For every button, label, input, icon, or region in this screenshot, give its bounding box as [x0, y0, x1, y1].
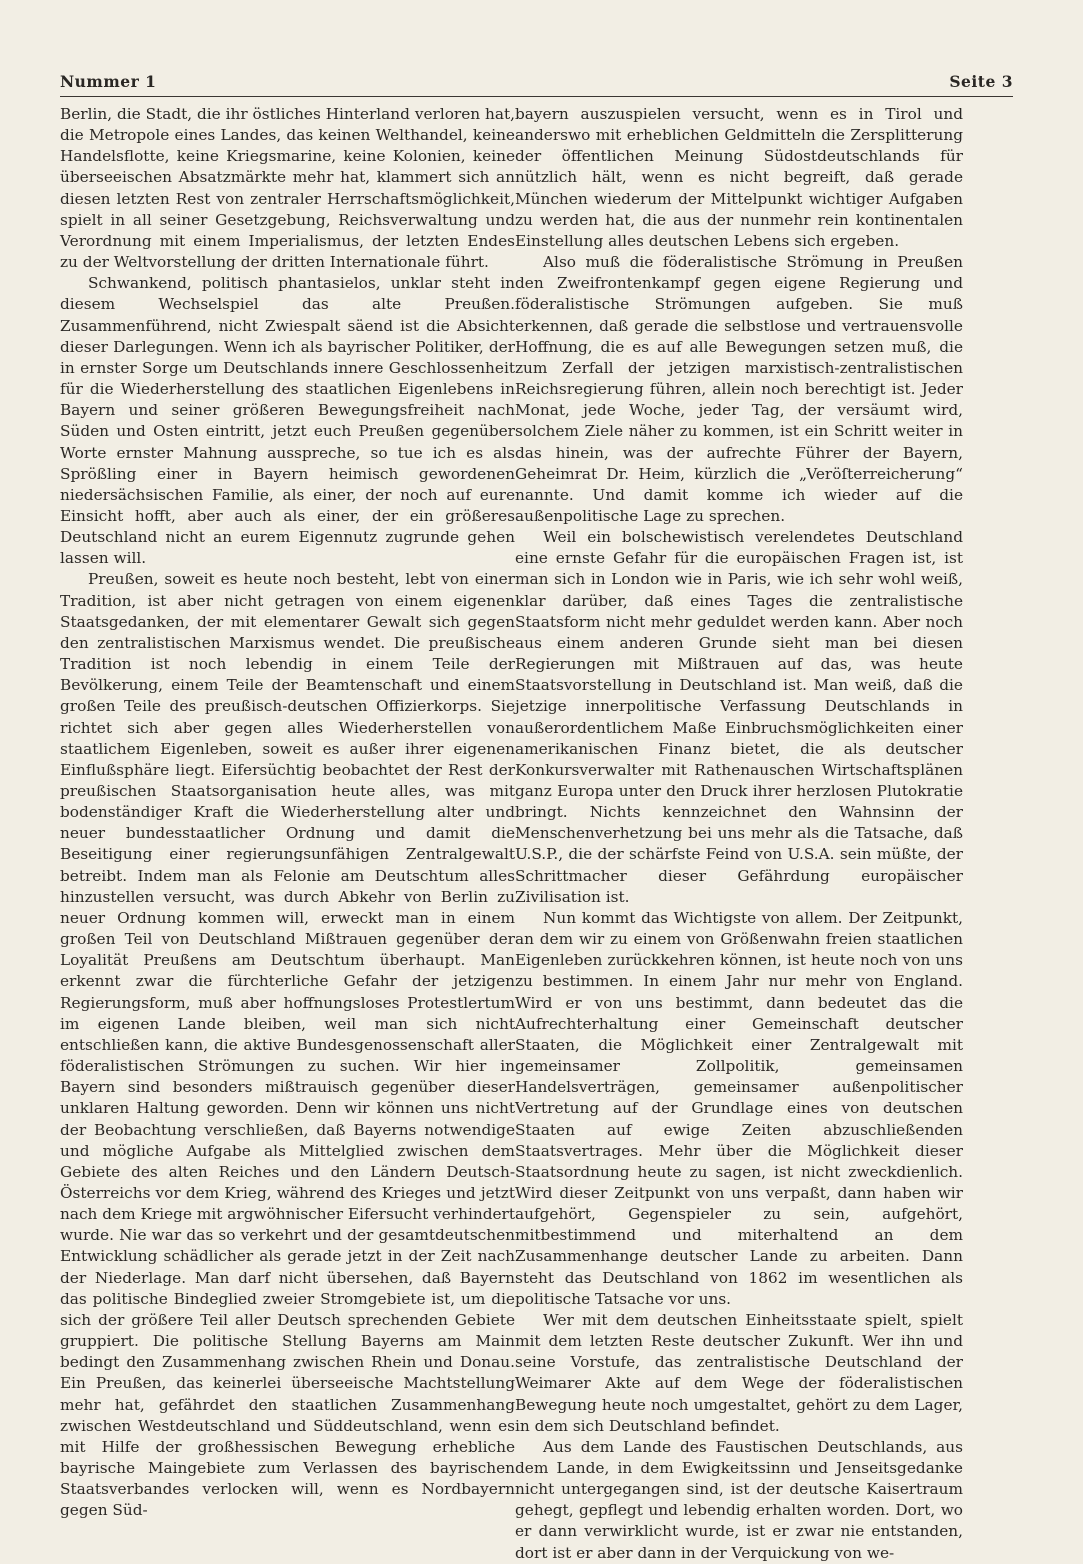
issue-number: Nummer 1	[60, 72, 157, 91]
paragraph: Schwankend, politisch phantasielos, unklar steht in diesem Wechselspiel das alte Preußen. Zusammenführend, nicht Zwiespalt säend ist die Absicht dieser Darlegungen. Wenn ich als bayrischer Politiker, der in ernster Sorge um Deutschlands innere Geschlossenheit für die Wiederherstellung des staatlichen Eigenlebens in Bayern und seiner größeren Bewegungsfreiheit nach Süden und Osten eintritt, jetzt euch Preußen gegenüber Worte ernster Mahnung ausspreche, so tue ich es als Sprößling einer in Bayern heimisch gewordenen niedersächsischen Familie, als einer, der noch auf eure Einsicht hofft, aber auch als einer, der ein größeres Deutschland nicht an eurem Eigennutz zugrunde gehen lassen will.	[60, 274, 515, 568]
page-header	[60, 72, 1013, 98]
left-column	[60, 104, 515, 1521]
paragraph: Berlin, die Stadt, die ihr östliches Hinterland verloren hat, die Metropole eines Landes, das keinen Welthandel, keine Handelsflotte, keine Kriegsmarine, keine Kolonien, keine überseeischen Absatzmärkte mehr hat, klammert sich an diesen letzten Rest von zentraler Herrschaftsmöglichkeit, spielt in all seiner Gesetzgebung, Reichsverwaltung und Verordnung mit einem Imperialismus, der letzten Endes zu der Weltvorstellung der dritten Internationale führt.	[60, 105, 515, 272]
paragraph: Weil ein bolschewistisch verelendetes Deutschland eine ernste Gefahr für die europäischen Fragen ist, ist man sich in London wie in Paris, wie ich sehr wohl weiß, klar darüber, daß eines Tages die zentralistische Staatsform nicht mehr geduldet werden kann. Aber noch aus einem anderen Grunde sieht man bei diesen Regierungen mit Mißtrauen auf das, was heute Staatsvorstellung in Deutschland ist. Man weiß, daß die jetzige innerpolitische Verfassung Deutschlands in außerordentlichem Maße Einbruchsmöglichkeiten einer amerikanischen Finanz bietet, die als deutscher Konkursverwalter mit Rathenauschen Wirtschaftsplänen ganz Europa unter den Druck ihrer herzlosen Plutokratie bringt. Nichts kennzeichnet den Wahnsinn der Menschenverhetzung bei uns mehr als die Tatsache, daß U.S.P., die der schärfste Feind von U.S.A. sein müßte, der Schrittmacher dieser Gefährdung europäischer Zivilisation ist.	[515, 528, 963, 906]
paragraph: bayern auszuspielen versucht, wenn es in Tirol und anderswo mit erheblichen Geldmitteln die Zersplitterung der öffentlichen Meinung Südostdeutschlands für nützlich hält, wenn es nicht begreift, daß gerade München wiederum der Mittelpunkt wichtiger Aufgaben zu werden hat, die aus der nunmehr rein kontinentalen Einstellung alles deutschen Lebens sich ergeben.	[515, 105, 963, 250]
paragraph: Aus dem Lande des Faustischen Deutschlands, aus dem Lande, in dem Ewigkeitssinn und Jenseitsgedanke nicht untergegangen sind, ist der deutsche Kaisertraum gehegt, gepflegt und lebendig erhalten worden. Dort, wo er dann verwirklicht wurde, ist er zwar nie entstanden, dort ist er aber dann in der Verquickung von we-	[515, 1437, 963, 1562]
paragraph: Wer mit dem deutschen Einheitsstaate spielt, spielt mit dem letzten Reste deutscher Zukunft. Wer ihn und seine Vorstufe, das zentralistische Deutschland der Weimarer Akte auf dem Wege der föderalistischen Bewegung heute noch umgestaltet, gehört zu dem Lager, in dem sich Deutschland befindet.	[515, 1310, 963, 1435]
paragraph: Preußen, soweit es heute noch besteht, lebt von einer Tradition, ist aber nicht getragen von einem eigenen Staatsgedanken, der mit elementarer Gewalt sich gegen den zentralistischen Marxismus wendet. Die preußische Tradition ist noch lebendig in einem Teile der Bevölkerung, einem Teile der Beamtenschaft und einem großen Teile des preußisch-deutschen Offizierkorps. Sie richtet sich aber gegen alles Wiederherstellen von staatlichem Eigenleben, soweit es außer ihrer eigenen Einflußsphäre liegt. Eifersüchtig beobachtet der Rest der preußischen Staatsorganisation heute alles, was mit bodenständiger Kraft die Wiederherstellung alter und neuer bundesstaatlicher Ordnung und damit die Beseitigung einer regierungsunfähigen Zentralgewalt betreibt. Indem man als Felonie am Deutschtum alles hinzustellen versucht, was durch Abkehr von Berlin zu neuer Ordnung kommen will, erweckt man in einem großen Teil von Deutschland Mißtrauen gegenüber der Loyalität Preußens am Deutschtum überhaupt. Man erkennt zwar die fürchterliche Gefahr der jetzigen Regierungsform, muß aber hoffnungsloses Protestlertum im eigenen Lande bleiben, weil man sich nicht entschließen kann, die aktive Bundesgenossenschaft aller föderalistischen Strömungen zu suchen. Wir hier in Bayern sind besonders mißtrauisch gegenüber dieser unklaren Haltung geworden. Denn wir können uns nicht der Beobachtung verschließen, daß Bayerns notwendige und mögliche Aufgabe als Mittelglied zwischen dem Gebiete des alten Reiches und den Ländern Deutsch-Österreichs vor dem Krieg, während des Krieges und jetzt nach dem Kriege mit argwöhnischer Eifersucht verhindert wurde. Nie war das so verkehrt und der gesamtdeutschen Entwicklung schädlicher als gerade jetzt in der Zeit nach der Niederlage. Man darf nicht übersehen, daß Bayern das politische Bindeglied zweier Stromgebiete ist, um die sich der größere Teil aller Deutsch sprechenden Gebiete gruppiert. Die politische Stellung Bayerns am Main bedingt den Zusammenhang zwischen Rhein und Donau. Ein Preußen, das keinerlei überseeische Machtstellung mehr hat, gefährdet den staatlichen Zusammenhang zwischen Westdeutschland und Süddeutschland, wenn es mit Hilfe der großhessischen Bewegung erhebliche bayrische Maingebiete zum Verlassen des bayrischen Staatsverbandes verlocken will, wenn es Nordbayern gegen Süd-	[60, 570, 516, 1520]
paragraph: Also muß die föderalistische Strömung in Preußen den Zweifrontenkampf gegen eigene Regierung und föderalistische Strömungen aufgeben. Sie muß erkennen, daß gerade die selbstlose und vertrauensvolle Hoffnung, die es auf alle Bewegungen setzen muß, die zum Zerfall der jetzigen marxistisch-zentralistischen Reichsregierung führen, allein noch berechtigt ist. Jeder Monat, jede Woche, jeder Tag, der versäumt wird, solchem Ziele näher zu kommen, ist ein Schritt weiter in das hinein, was der aufrechte Führer der Bayern, Geheimrat Dr. Heim, kürzlich die „Veröſterreicherung“ nannte. Und damit komme ich wieder auf die außenpolitische Lage zu sprechen.	[515, 253, 963, 525]
paragraph: Nun kommt das Wichtigste von allem. Der Zeitpunkt, an dem wir zu einem von Größenwahn freien staatlichen Eigenleben zurückkehren können, ist heute noch von uns zu bestimmen. In einem Jahr nur mehr von England. Wird er von uns bestimmt, dann bedeutet das die Aufrechterhaltung einer Gemeinschaft deutscher Staaten, die Möglichkeit einer Zentralgewalt mit gemeinsamer Zollpolitik, gemeinsamen Handelsverträgen, gemeinsamer außenpolitischer Vertretung auf der Grundlage eines von deutschen Staaten auf ewige Zeiten abzuschließenden Staatsvertrages. Mehr über die Möglichkeit dieser Staatsordnung heute zu sagen, ist nicht zweckdienlich. Wird dieser Zeitpunkt von uns verpaßt, dann haben wir aufgehört, Gegenspieler zu sein, aufgehört, mitbestimmend und miterhaltend an dem Zusammenhange deutscher Lande zu arbeiten. Dann steht das Deutschland von 1862 im wesentlichen als politische Tatsache vor uns.	[515, 908, 963, 1308]
header-rule	[60, 96, 1013, 97]
right-column	[515, 104, 963, 1564]
page-number: Seite 3	[949, 72, 1013, 91]
